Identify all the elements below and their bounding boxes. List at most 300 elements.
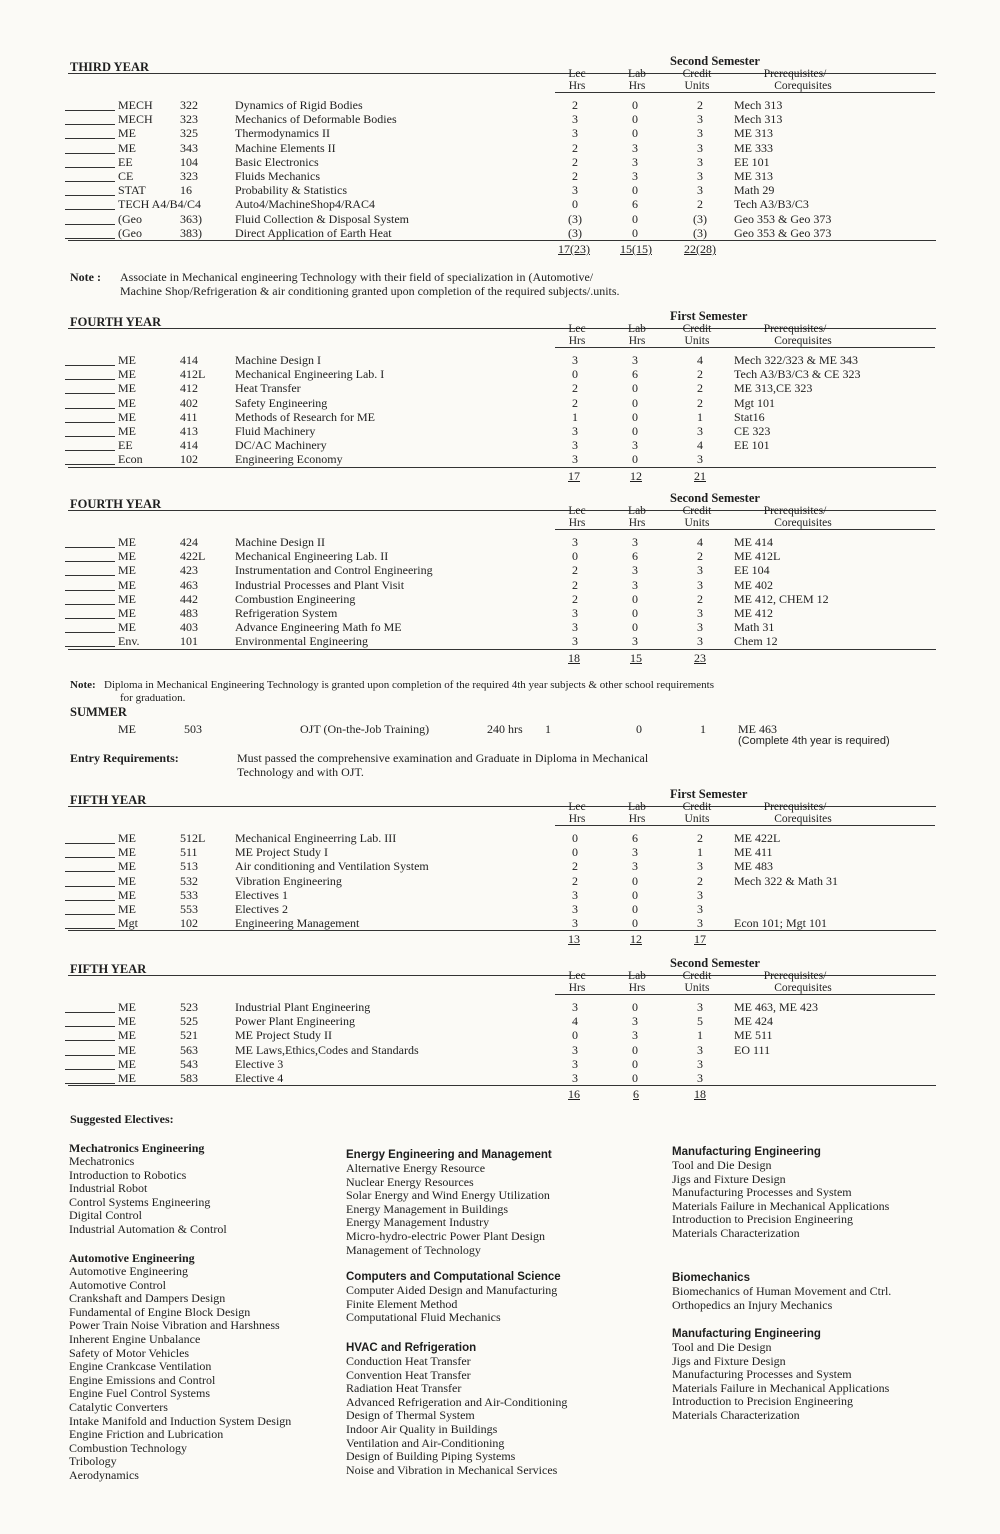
credit-units: 3 — [697, 1071, 703, 1085]
col-head-cred: Credit — [682, 970, 712, 982]
col-head-prereq-2: Corequisites — [774, 517, 832, 529]
col-head-lab: Lab — [628, 68, 646, 80]
elective-item: Automotive Engineering — [69, 1264, 188, 1278]
course-code: Mgt — [118, 916, 139, 931]
course-number: 511 — [180, 845, 198, 860]
grade-blank-line — [65, 436, 115, 437]
note-line: Diploma in Mechanical Engineering Technology is granted upon completion of the required 4th year subjects & other school requirements — [104, 679, 714, 691]
lec-hours: (3) — [568, 225, 582, 240]
lec-hours: 0 — [572, 1028, 578, 1043]
lab-hours: 3 — [632, 154, 638, 169]
lab-hours: 6 — [632, 197, 638, 212]
col-head-prereq-2: Corequisites — [774, 80, 832, 92]
col-head-prereq-2: Corequisites — [774, 982, 832, 994]
grade-blank-line — [65, 871, 115, 872]
col-head-prereq: Prerequisites/ — [763, 801, 827, 813]
course-code: Env. — [118, 634, 140, 649]
lec-hours: 3 — [572, 438, 578, 453]
total-lab: 12 — [630, 932, 642, 947]
course-code: (Geo — [118, 211, 142, 226]
grade-blank-line — [65, 153, 115, 154]
course-description: Engineering Management — [235, 916, 360, 931]
elective-item: Introduction to Precision Engineering — [672, 1394, 853, 1409]
year-heading: FOURTH YEAR — [70, 497, 162, 511]
elective-group-title: Manufacturing Engineering — [672, 1328, 821, 1340]
note-line: Associate in Mechanical engineering Technology with their field of specialization in (Automotive/ — [120, 270, 594, 284]
lec-hours: 2 — [572, 381, 578, 396]
course-code: Econ — [118, 452, 143, 467]
prerequisite: EE 101 — [734, 154, 770, 169]
grade-blank-line — [65, 928, 115, 929]
prerequisite: ME 511 — [734, 1028, 773, 1043]
course-code: ME — [118, 902, 136, 916]
total-lec: 17 — [568, 468, 580, 483]
prerequisite: Math 29 — [734, 183, 775, 198]
credit-units: 3 — [697, 606, 703, 620]
lec-hours: 3 — [572, 452, 578, 467]
total-units: 21 — [694, 468, 706, 483]
elective-item: Convention Heat Transfer — [346, 1367, 471, 1382]
elective-item: Introduction to Robotics — [69, 1167, 187, 1182]
course-code: ME — [118, 535, 136, 549]
total-lab: 12 — [630, 468, 642, 483]
lab-hours: 0 — [632, 183, 638, 198]
prerequisite: ME 411 — [734, 845, 773, 860]
elective-item: Catalytic Converters — [69, 1400, 168, 1414]
grade-blank-line — [65, 209, 115, 210]
elective-group-title: HVAC and Refrigeration — [346, 1342, 477, 1354]
lab-hours: 0 — [632, 98, 638, 112]
course-code: ME — [118, 1071, 136, 1085]
lab-hours: 0 — [632, 606, 638, 620]
grade-blank-line — [65, 224, 115, 225]
total-rule — [68, 930, 936, 931]
elective-item: Engine Emissions and Control — [69, 1372, 216, 1387]
elective-item: Automotive Control — [69, 1277, 166, 1292]
course-number: 521 — [180, 1028, 198, 1043]
col-head-lec-2: Hrs — [568, 80, 586, 92]
prerequisite: ME 463, ME 423 — [734, 1000, 818, 1014]
course-number: 512L — [180, 831, 206, 845]
year-heading: THIRD YEAR — [70, 60, 150, 74]
prerequisite: Geo 353 & Geo 373 — [734, 211, 832, 226]
course-code: ME — [118, 1014, 136, 1029]
col-head-lab-2: Hrs — [628, 813, 646, 825]
col-head-cred: Credit — [682, 801, 712, 813]
course-number: 413 — [180, 424, 198, 438]
prerequisite: Econ 101; Mgt 101 — [734, 916, 827, 931]
credit-units: 3 — [697, 563, 703, 578]
grade-blank-line — [65, 138, 115, 139]
elective-item: Energy Management Industry — [346, 1215, 490, 1230]
lab-hours: 0 — [632, 1042, 638, 1057]
credit-units: 3 — [697, 183, 703, 198]
grade-blank-line — [65, 886, 115, 887]
grade-blank-line — [65, 1012, 115, 1013]
lec-hours: 2 — [572, 859, 578, 874]
course-code: STAT — [118, 183, 146, 198]
elective-item: Advanced Refrigeration and Air-Conditioning — [346, 1394, 568, 1409]
elective-item: Tool and Die Design — [672, 1158, 772, 1172]
lec-hours: 4 — [572, 1014, 578, 1029]
credit-units: 3 — [697, 169, 703, 183]
col-head-cred: Credit — [682, 68, 712, 80]
lab-hours: 0 — [632, 591, 638, 606]
elective-item: Computer Aided Design and Manufacturing — [346, 1283, 558, 1297]
course-number: 563 — [180, 1042, 198, 1057]
prerequisite: ME 483 — [734, 859, 773, 874]
elective-item: Manufacturing Processes and System — [672, 1185, 852, 1200]
lec-hours: 1 — [572, 409, 578, 424]
course-description: Fluids Mechanics — [235, 169, 320, 183]
lec-hours: 3 — [572, 353, 578, 367]
ojt-hours: 240 hrs — [487, 722, 523, 736]
lab-hours: 0 — [632, 873, 638, 888]
course-number: 325 — [180, 126, 198, 141]
year-heading: FIFTH YEAR — [70, 793, 147, 807]
grade-blank-line — [65, 464, 115, 465]
course-code: ME — [118, 563, 136, 578]
grade-blank-line — [65, 561, 115, 562]
lec-hours: (3) — [568, 211, 582, 226]
credit-units: 1 — [697, 409, 703, 424]
course-code: ME — [118, 873, 136, 888]
lab-hours: 6 — [632, 367, 638, 382]
credit-units: 3 — [697, 140, 703, 155]
elective-item: Jigs and Fixture Design — [672, 1171, 786, 1186]
elective-item: Conduction Heat Transfer — [346, 1354, 471, 1368]
entry-label: Entry Requirements: — [70, 751, 179, 765]
col-head-lab-2: Hrs — [628, 982, 646, 994]
lab-hours: 0 — [632, 1056, 638, 1071]
credit-units: 2 — [697, 98, 703, 112]
lec-hours: 3 — [572, 535, 578, 549]
prerequisite: EO 111 — [734, 1042, 771, 1057]
lec-hours: 3 — [572, 634, 578, 649]
lec-hours: 1 — [545, 722, 551, 736]
elective-item: Engine Friction and Lubrication — [69, 1427, 224, 1442]
prerequisite: ME 313 — [734, 169, 773, 183]
course-number: 16 — [180, 183, 192, 198]
course-number: 532 — [180, 873, 198, 888]
lab-hours: 0 — [632, 126, 638, 141]
credit-units: (3) — [693, 225, 707, 240]
course-code: ME — [118, 381, 136, 396]
course-number: 483 — [180, 606, 198, 620]
elective-item: Materials Characterization — [672, 1408, 800, 1422]
total-lec: 13 — [568, 932, 580, 947]
lab-hours: 3 — [632, 535, 638, 549]
entry-line: Technology and with OJT. — [237, 765, 364, 779]
elective-item: Power Train Noise Vibration and Harshness — [69, 1318, 280, 1333]
grade-blank-line — [65, 1040, 115, 1041]
course-code: (Geo — [118, 225, 142, 240]
elective-item: Materials Failure in Mechanical Applications — [672, 1198, 890, 1213]
course-description: DC/AC Machinery — [235, 438, 327, 453]
lab-hours: 3 — [632, 1028, 638, 1043]
course-code: ME — [118, 1028, 136, 1043]
lec-hours: 2 — [572, 154, 578, 169]
elective-item: Engine Fuel Control Systems — [69, 1386, 210, 1401]
total-lec: 16 — [568, 1087, 580, 1102]
grade-blank-line — [65, 857, 115, 858]
semester-heading: First Semester — [670, 787, 748, 801]
prerequisite: Math 31 — [734, 620, 775, 635]
lec-hours: 3 — [572, 902, 578, 916]
course-code: ME — [118, 831, 136, 845]
grade-blank-line — [65, 590, 115, 591]
col-head-lec-2: Hrs — [568, 517, 586, 529]
elective-item: Crankshaft and Dampers Design — [69, 1291, 226, 1306]
course-number: 363) — [180, 211, 202, 226]
credit-units: 1 — [697, 1028, 703, 1043]
course-code: ME — [118, 845, 136, 860]
lab-hours: 0 — [632, 620, 638, 635]
lab-hours: 0 — [632, 887, 638, 902]
prerequisite: ME 402 — [734, 577, 773, 592]
prerequisite: ME 424 — [734, 1014, 773, 1029]
col-head-lab-2: Hrs — [628, 517, 646, 529]
elective-item: Jigs and Fixture Design — [672, 1353, 786, 1368]
credit-units: 2 — [697, 381, 703, 396]
col-head-lab: Lab — [628, 505, 646, 517]
course-description: Thermodynamics II — [235, 126, 330, 141]
course-number: 402 — [180, 395, 198, 410]
course-description: Environmental Engineering — [235, 634, 368, 649]
elective-item: Micro-hydro-electric Power Plant Design — [346, 1229, 545, 1243]
col-head-lec: Lec — [568, 505, 586, 517]
lec-hours: 2 — [572, 395, 578, 410]
lec-hours: 3 — [572, 1000, 578, 1014]
elective-item: Tool and Die Design — [672, 1340, 772, 1354]
prerequisite: ME 313,CE 323 — [734, 381, 813, 396]
course-description: Fluid Machinery — [235, 424, 316, 438]
prerequisite: CE 323 — [734, 424, 771, 438]
col-head-cred-2: Units — [684, 335, 710, 347]
lec-hours: 3 — [572, 424, 578, 438]
note-line: Machine Shop/Refrigeration & air conditioning granted upon completion of the required subjects/.units. — [120, 284, 620, 298]
grade-blank-line — [65, 450, 115, 451]
elective-item: Indoor Air Quality in Buildings — [346, 1422, 498, 1436]
grade-blank-line — [65, 238, 115, 239]
lec-hours: 0 — [572, 367, 578, 382]
course-code: ME — [118, 1056, 136, 1071]
elective-item: Fundamental of Engine Block Design — [69, 1304, 251, 1319]
course-description: Industrial Processes and Plant Visit — [235, 577, 405, 592]
course-number: 442 — [180, 591, 198, 606]
elective-item: Orthopedics an Injury Mechanics — [672, 1297, 833, 1312]
credit-units: 1 — [700, 722, 706, 736]
lec-hours: 3 — [572, 183, 578, 198]
total-rule — [68, 1085, 936, 1086]
col-head-lec: Lec — [568, 801, 586, 813]
col-head-cred-2: Units — [684, 982, 710, 994]
course-description: Auto4/MachineShop4/RAC4 — [235, 197, 375, 212]
elective-item: Finite Element Method — [346, 1296, 458, 1311]
total-units: 22(28) — [684, 242, 716, 256]
credit-units: 4 — [697, 438, 703, 453]
note-line: for graduation. — [120, 692, 186, 704]
elective-item: Design of Building Piping Systems — [346, 1449, 516, 1464]
semester-heading: First Semester — [670, 309, 748, 323]
col-head-prereq: Prerequisites/ — [763, 970, 827, 982]
credit-units: 3 — [697, 154, 703, 169]
lec-hours: 3 — [572, 1071, 578, 1085]
credit-units: 5 — [697, 1014, 703, 1029]
course-description: Elective 4 — [235, 1071, 284, 1085]
grade-blank-line — [65, 632, 115, 633]
prerequisite: Mech 313 — [734, 98, 783, 112]
elective-item: Aerodynamics — [69, 1468, 139, 1482]
elective-item: Radiation Heat Transfer — [346, 1381, 462, 1396]
course-description: Dynamics of Rigid Bodies — [235, 98, 363, 112]
lab-hours: 0 — [632, 916, 638, 931]
course-code: ME — [118, 887, 136, 902]
credit-units: 3 — [697, 126, 703, 141]
credit-units: 3 — [697, 1042, 703, 1057]
grade-blank-line — [65, 843, 115, 844]
credit-units: 2 — [697, 395, 703, 410]
course-description: Vibration Engineering — [235, 873, 342, 888]
course-number: 513 — [180, 859, 198, 874]
course-number: 553 — [180, 902, 198, 916]
course-description: Power Plant Engineering — [235, 1014, 355, 1029]
course-number: 102 — [180, 916, 198, 931]
course-number: 424 — [180, 535, 198, 549]
col-head-prereq: Prerequisites/ — [763, 505, 827, 517]
prerequisite: Tech A3/B3/C3 & CE 323 — [734, 367, 861, 382]
elective-group-title: Manufacturing Engineering — [672, 1146, 821, 1158]
course-description: Heat Transfer — [235, 381, 301, 396]
grade-blank-line — [65, 1055, 115, 1056]
col-head-lab-2: Hrs — [628, 80, 646, 92]
elective-item: Computational Fluid Mechanics — [346, 1310, 501, 1325]
lab-hours: 0 — [632, 452, 638, 467]
lab-hours: 6 — [632, 549, 638, 564]
prerequisite: ME 422L — [734, 831, 781, 845]
elective-item: Intake Manifold and Induction System Design — [69, 1413, 292, 1428]
elective-group-title: Computers and Computational Science — [346, 1271, 561, 1283]
course-number: 533 — [180, 887, 198, 902]
credit-units: 3 — [697, 902, 703, 916]
credit-units: 4 — [697, 535, 703, 549]
lec-hours: 2 — [572, 169, 578, 183]
col-head-cred: Credit — [682, 505, 712, 517]
course-description: OJT (On-the-Job Training) — [300, 722, 430, 736]
lab-hours: 3 — [632, 169, 638, 183]
elective-group-title: Energy Engineering and Management — [346, 1149, 552, 1161]
lab-hours: 0 — [632, 225, 638, 240]
prerequisite: Mgt 101 — [734, 395, 776, 410]
prerequisite: ME 333 — [734, 140, 773, 155]
course-number: 583 — [180, 1071, 198, 1085]
grade-blank-line — [65, 1083, 115, 1084]
course-code: ME — [118, 722, 136, 736]
credit-units: 2 — [697, 873, 703, 888]
lab-hours: 0 — [636, 722, 642, 736]
entry-line: Must passed the comprehensive examination and Graduate in Diploma in Mechanical — [237, 751, 649, 765]
year-heading: FOURTH YEAR — [70, 315, 162, 329]
elective-item: Digital Control — [69, 1208, 142, 1223]
course-code: MECH — [118, 112, 153, 127]
course-number: 523 — [180, 1000, 198, 1014]
grade-blank-line — [65, 124, 115, 125]
course-description: Air conditioning and Ventilation System — [235, 859, 429, 874]
course-code: ME — [118, 577, 136, 592]
total-lab: 15 — [630, 650, 642, 665]
grade-blank-line — [65, 547, 115, 548]
lab-hours: 3 — [632, 859, 638, 874]
lec-hours: 0 — [572, 831, 578, 845]
col-head-lab: Lab — [628, 801, 646, 813]
lec-hours: 0 — [572, 197, 578, 212]
elective-item: Alternative Energy Resource — [346, 1161, 486, 1175]
course-code: ME — [118, 549, 136, 564]
course-description: ME Project Study I — [235, 845, 328, 860]
course-description: Electives 1 — [235, 887, 288, 902]
col-head-cred: Credit — [682, 323, 712, 335]
grade-blank-line — [65, 167, 115, 168]
lab-hours: 0 — [632, 381, 638, 396]
lec-hours: 3 — [572, 606, 578, 620]
credit-units: 2 — [697, 549, 703, 564]
credit-units: 3 — [697, 1000, 703, 1014]
header-rule — [555, 347, 935, 348]
grade-blank-line — [65, 110, 115, 111]
lab-hours: 3 — [632, 140, 638, 155]
elective-item: Industrial Automation & Control — [69, 1222, 227, 1236]
total-lec: 18 — [568, 650, 580, 665]
suggested-electives-title: Suggested Electives: — [70, 1112, 174, 1126]
elective-item: Mechatronics — [69, 1154, 135, 1168]
elective-item: Noise and Vibration in Mechanical Services — [346, 1462, 558, 1477]
col-head-lec-2: Hrs — [568, 335, 586, 347]
course-number: 411 — [180, 409, 198, 424]
lec-hours: 3 — [572, 887, 578, 902]
course-number: 503 — [184, 722, 202, 736]
lab-hours: 0 — [632, 902, 638, 916]
credit-units: 3 — [697, 452, 703, 467]
credit-units: 3 — [697, 620, 703, 635]
credit-units: 3 — [697, 634, 703, 649]
elective-item: Energy Management in Buildings — [346, 1201, 509, 1216]
col-head-prereq: Prerequisites/ — [763, 68, 827, 80]
prerequisite: ME 463 — [738, 722, 777, 736]
elective-item: Industrial Robot — [69, 1181, 148, 1196]
credit-units: 4 — [697, 353, 703, 367]
lec-hours: 2 — [572, 140, 578, 155]
prerequisite: Mech 322/323 & ME 343 — [734, 353, 858, 367]
lab-hours: 0 — [632, 112, 638, 127]
prerequisite: Chem 12 — [734, 634, 778, 649]
credit-units: 1 — [697, 845, 703, 860]
elective-item: Combustion Technology — [69, 1440, 187, 1455]
credit-units: 3 — [697, 577, 703, 592]
course-number: 412 — [180, 381, 198, 396]
course-number: 383) — [180, 225, 202, 240]
elective-item: Control Systems Engineering — [69, 1194, 211, 1209]
lab-hours: 3 — [632, 438, 638, 453]
course-description: Machine Elements II — [235, 140, 336, 155]
elective-item: Ventilation and Air-Conditioning — [346, 1435, 505, 1450]
course-description: Advance Engineering Math fo ME — [235, 620, 402, 635]
credit-units: 2 — [697, 197, 703, 212]
semester-heading: Second Semester — [670, 956, 760, 970]
grade-blank-line — [65, 1069, 115, 1070]
prerequisite: ME 414 — [734, 535, 773, 549]
header-rule — [555, 994, 935, 995]
total-rule — [68, 467, 936, 468]
